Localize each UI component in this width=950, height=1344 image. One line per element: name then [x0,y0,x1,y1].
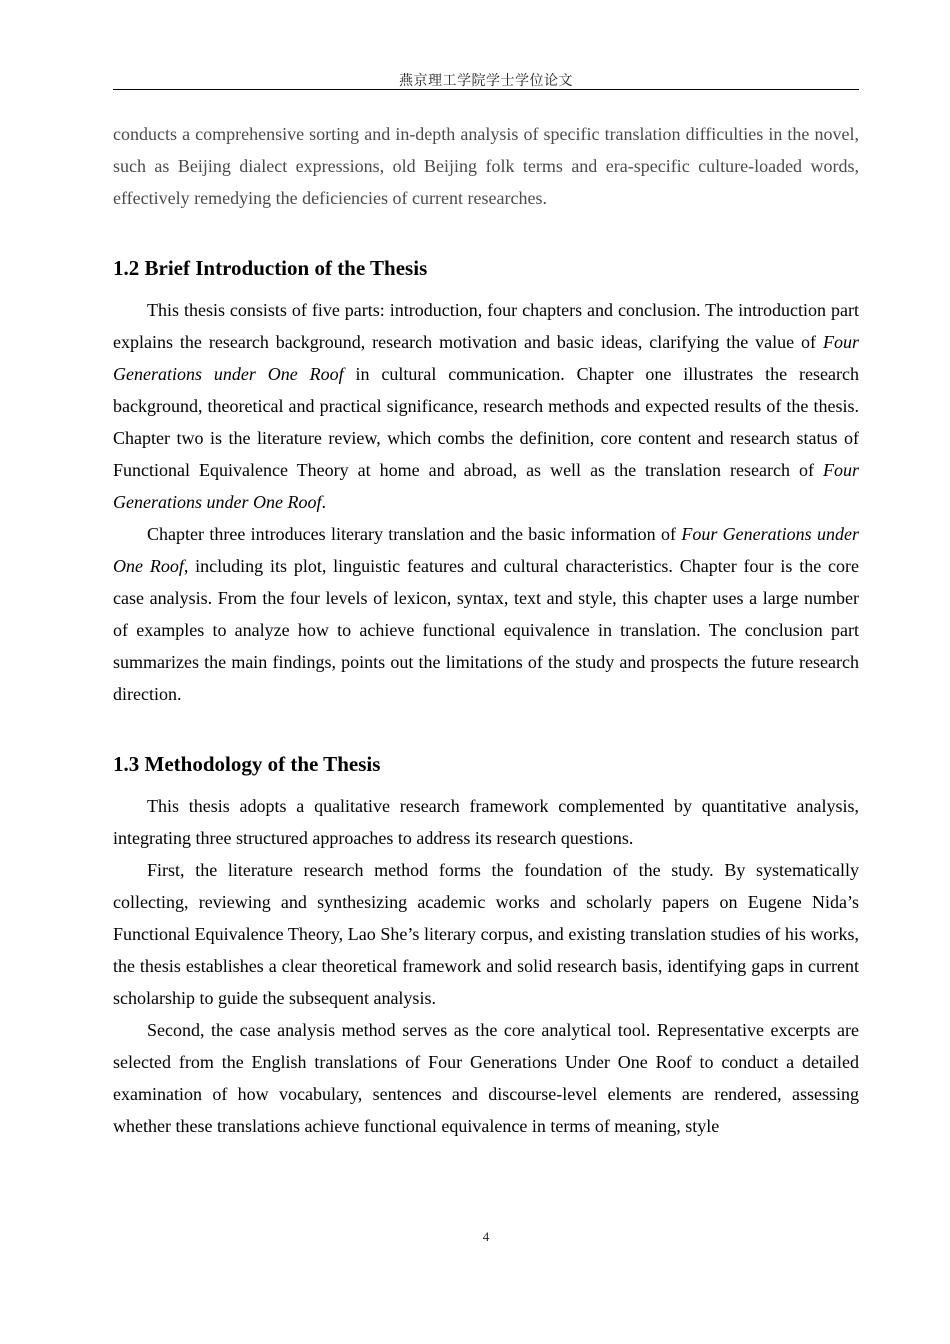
spacer [113,284,859,294]
text-run: Chapter three introduces literary translation and the basic information of [147,524,682,544]
section-1-2-paragraph-2 [113,518,859,710]
spacer [113,214,859,252]
intro-continuation-paragraph: conducts a comprehensive sorting and in-depth analysis of specific translation difficulties in the novel, such as Beijing dialect expressions, old Beijing folk terms and era-specific culture-loaded words, effectively remedying the deficiencies of current researches. [113,124,859,208]
book-title: Four Generations under One Roof [113,332,859,384]
spacer [113,780,859,790]
section-heading-1-3: 1.3 Methodology of the Thesis [113,752,381,776]
book-title: Four Generations under One Roof [113,524,860,576]
section-1-3-paragraph-1: This thesis adopts a qualitative research framework complemented by quantitative analysis, integrating three structured approaches to address its research questions. [113,796,859,848]
book-title: Four Generations under One Roof [113,460,859,512]
spacer [113,710,859,748]
text-run: This thesis consists of five parts: introduction, four chapters and conclusion. The introduction part explains the research background, research motivation and basic ideas, clarifying the value of [113,300,859,352]
section-heading-1-2: 1.2 Brief Introduction of the Thesis [113,256,428,280]
text-run: in cultural communication. Chapter one illustrates the research background, theoretical and practical significance, research methods and expected results of the thesis. Chapter two is the literature review, which combs the definition, core content and research status of Functional Equivalence Theory at home and abroad, as well as the translation research of [113,364,859,480]
text-run: , including its plot, linguistic features and cultural characteristics. Chapter four is the core case analysis. From the four levels of lexicon, syntax, text and style, this chapter uses a large number of examples to analyze how to achieve functional equivalence in translation. The conclusion part summarizes the main findings, points out the limitations of the study and prospects the future research direction. [113,556,859,704]
page-body [113,118,859,1142]
section-1-3-paragraph-2: First, the literature research method forms the foundation of the study. By systematically collecting, reviewing and synthesizing academic works and scholarly papers on Eugene Nida’s Functional Equivalence Theory, Lao She’s literary corpus, and existing translation studies of his works, the thesis establishes a clear theoretical framework and solid research basis, identifying gaps in current scholarship to guide the subsequent analysis. [113,860,859,1008]
section-1-2-paragraph-1 [113,294,859,518]
running-header: 燕京理工学院学士学位论文 [399,73,573,89]
page-number: 4 [482,1229,490,1244]
text-run: . [321,492,326,512]
header-divider [113,89,859,90]
section-1-3-paragraph-3: Second, the case analysis method serves as the core analytical tool. Representative excerpts are selected from the English translations of Four Generations Under One Roof to conduct a detailed examination of how vocabulary, sentences and discourse-level elements are rendered, assessing whether these translations achieve functional equivalence in terms of meaning, style [113,1020,859,1136]
